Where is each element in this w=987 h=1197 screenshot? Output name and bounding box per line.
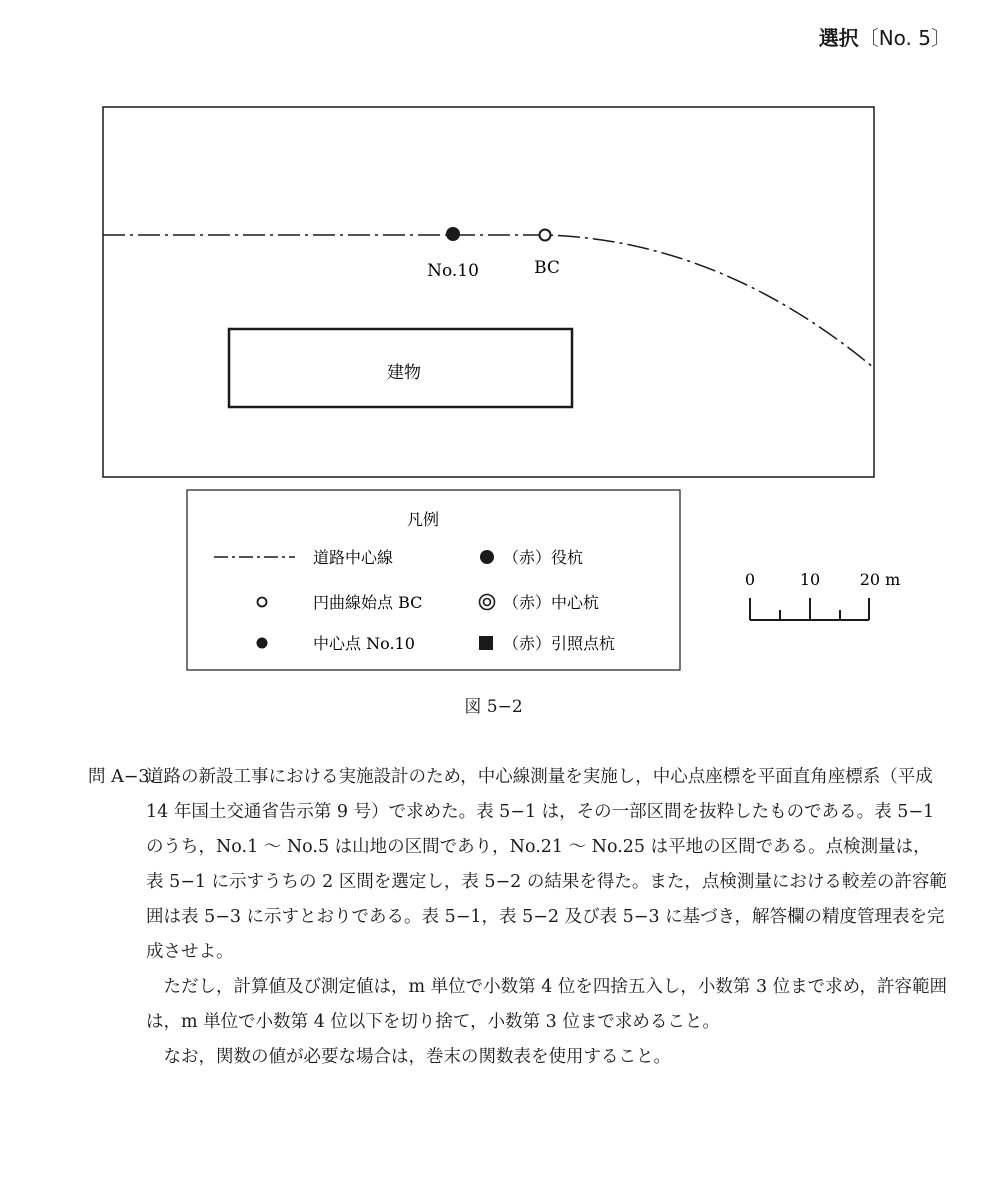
question-paragraph-3: なお，関数の値が必要な場合は，巻末の関数表を使用すること。	[163, 1047, 671, 1067]
legend-label-bc: 円曲線始点 BC	[313, 593, 423, 612]
road-centerline	[103, 235, 874, 368]
question-paragraph-2: ただし，計算値及び測定値は，m 単位で小数第 4 位を四捨五入し，小数第 3 位まで求め，許容範囲は，m 単位で小数第 4 位以下を切り捨て，小数第 3 位まで求めること。	[146, 977, 947, 1032]
figure-caption: 図 5−2	[464, 697, 523, 717]
legend-title: 凡例	[406, 510, 440, 529]
legend-label-road-centerline: 道路中心線	[313, 548, 394, 567]
question-a3	[88, 760, 948, 1075]
legend-large-filled-circle-icon	[480, 550, 494, 564]
legend-label-red-center-stake: （赤）中心杭	[503, 593, 600, 612]
center-point-no10	[446, 227, 460, 241]
bc-point	[540, 230, 551, 241]
legend-label-no10: 中心点 No.10	[313, 634, 415, 653]
scale-tick-0: 0	[744, 570, 756, 589]
legend-filled-square-icon	[479, 636, 493, 650]
section-number: 〔No. 5〕	[858, 26, 951, 50]
label-no10: No.10	[427, 261, 479, 281]
legend-label-red-stake: （赤）役杭	[503, 548, 584, 567]
scale-tick-20: 20 m	[859, 570, 901, 589]
legend-filled-circle-icon	[257, 638, 268, 649]
label-building: 建物	[387, 363, 421, 383]
scale-tick-10: 10	[799, 570, 821, 589]
label-bc: BC	[534, 258, 560, 278]
legend-label-red-reference-stake: （赤）引照点杭	[503, 634, 616, 653]
section-label: 選択	[818, 26, 859, 50]
question-label: 問 A−3.	[88, 767, 156, 787]
scale-bar	[750, 598, 869, 620]
legend-open-circle-icon	[258, 598, 267, 607]
map-frame	[103, 107, 874, 477]
legend-double-circle-inner-icon	[484, 599, 491, 606]
question-paragraph-1: 道路の新設工事における実施設計のため，中心線測量を実施し，中心点座標を平面直角座標系（平成 14 年国土交通省告示第 9 号）で求めた。表 5−1 は，その一部区間を抜粋したものである。表 5−1 のうち，No.1 〜 No.5 は山地の区間であり，No.21 〜 No.25 は平地の区間である。点検測量は，表 5−1 に示すうちの 2 区間を選定し，表 5−2 の結果を得た。また，点検測量における較差の許容範囲は表 5−3 に示すとおりである。表 5−1，表 5−2 及び表 5−3 に基づき，解答欄の精度管理表を完成させよ。	[146, 767, 947, 962]
